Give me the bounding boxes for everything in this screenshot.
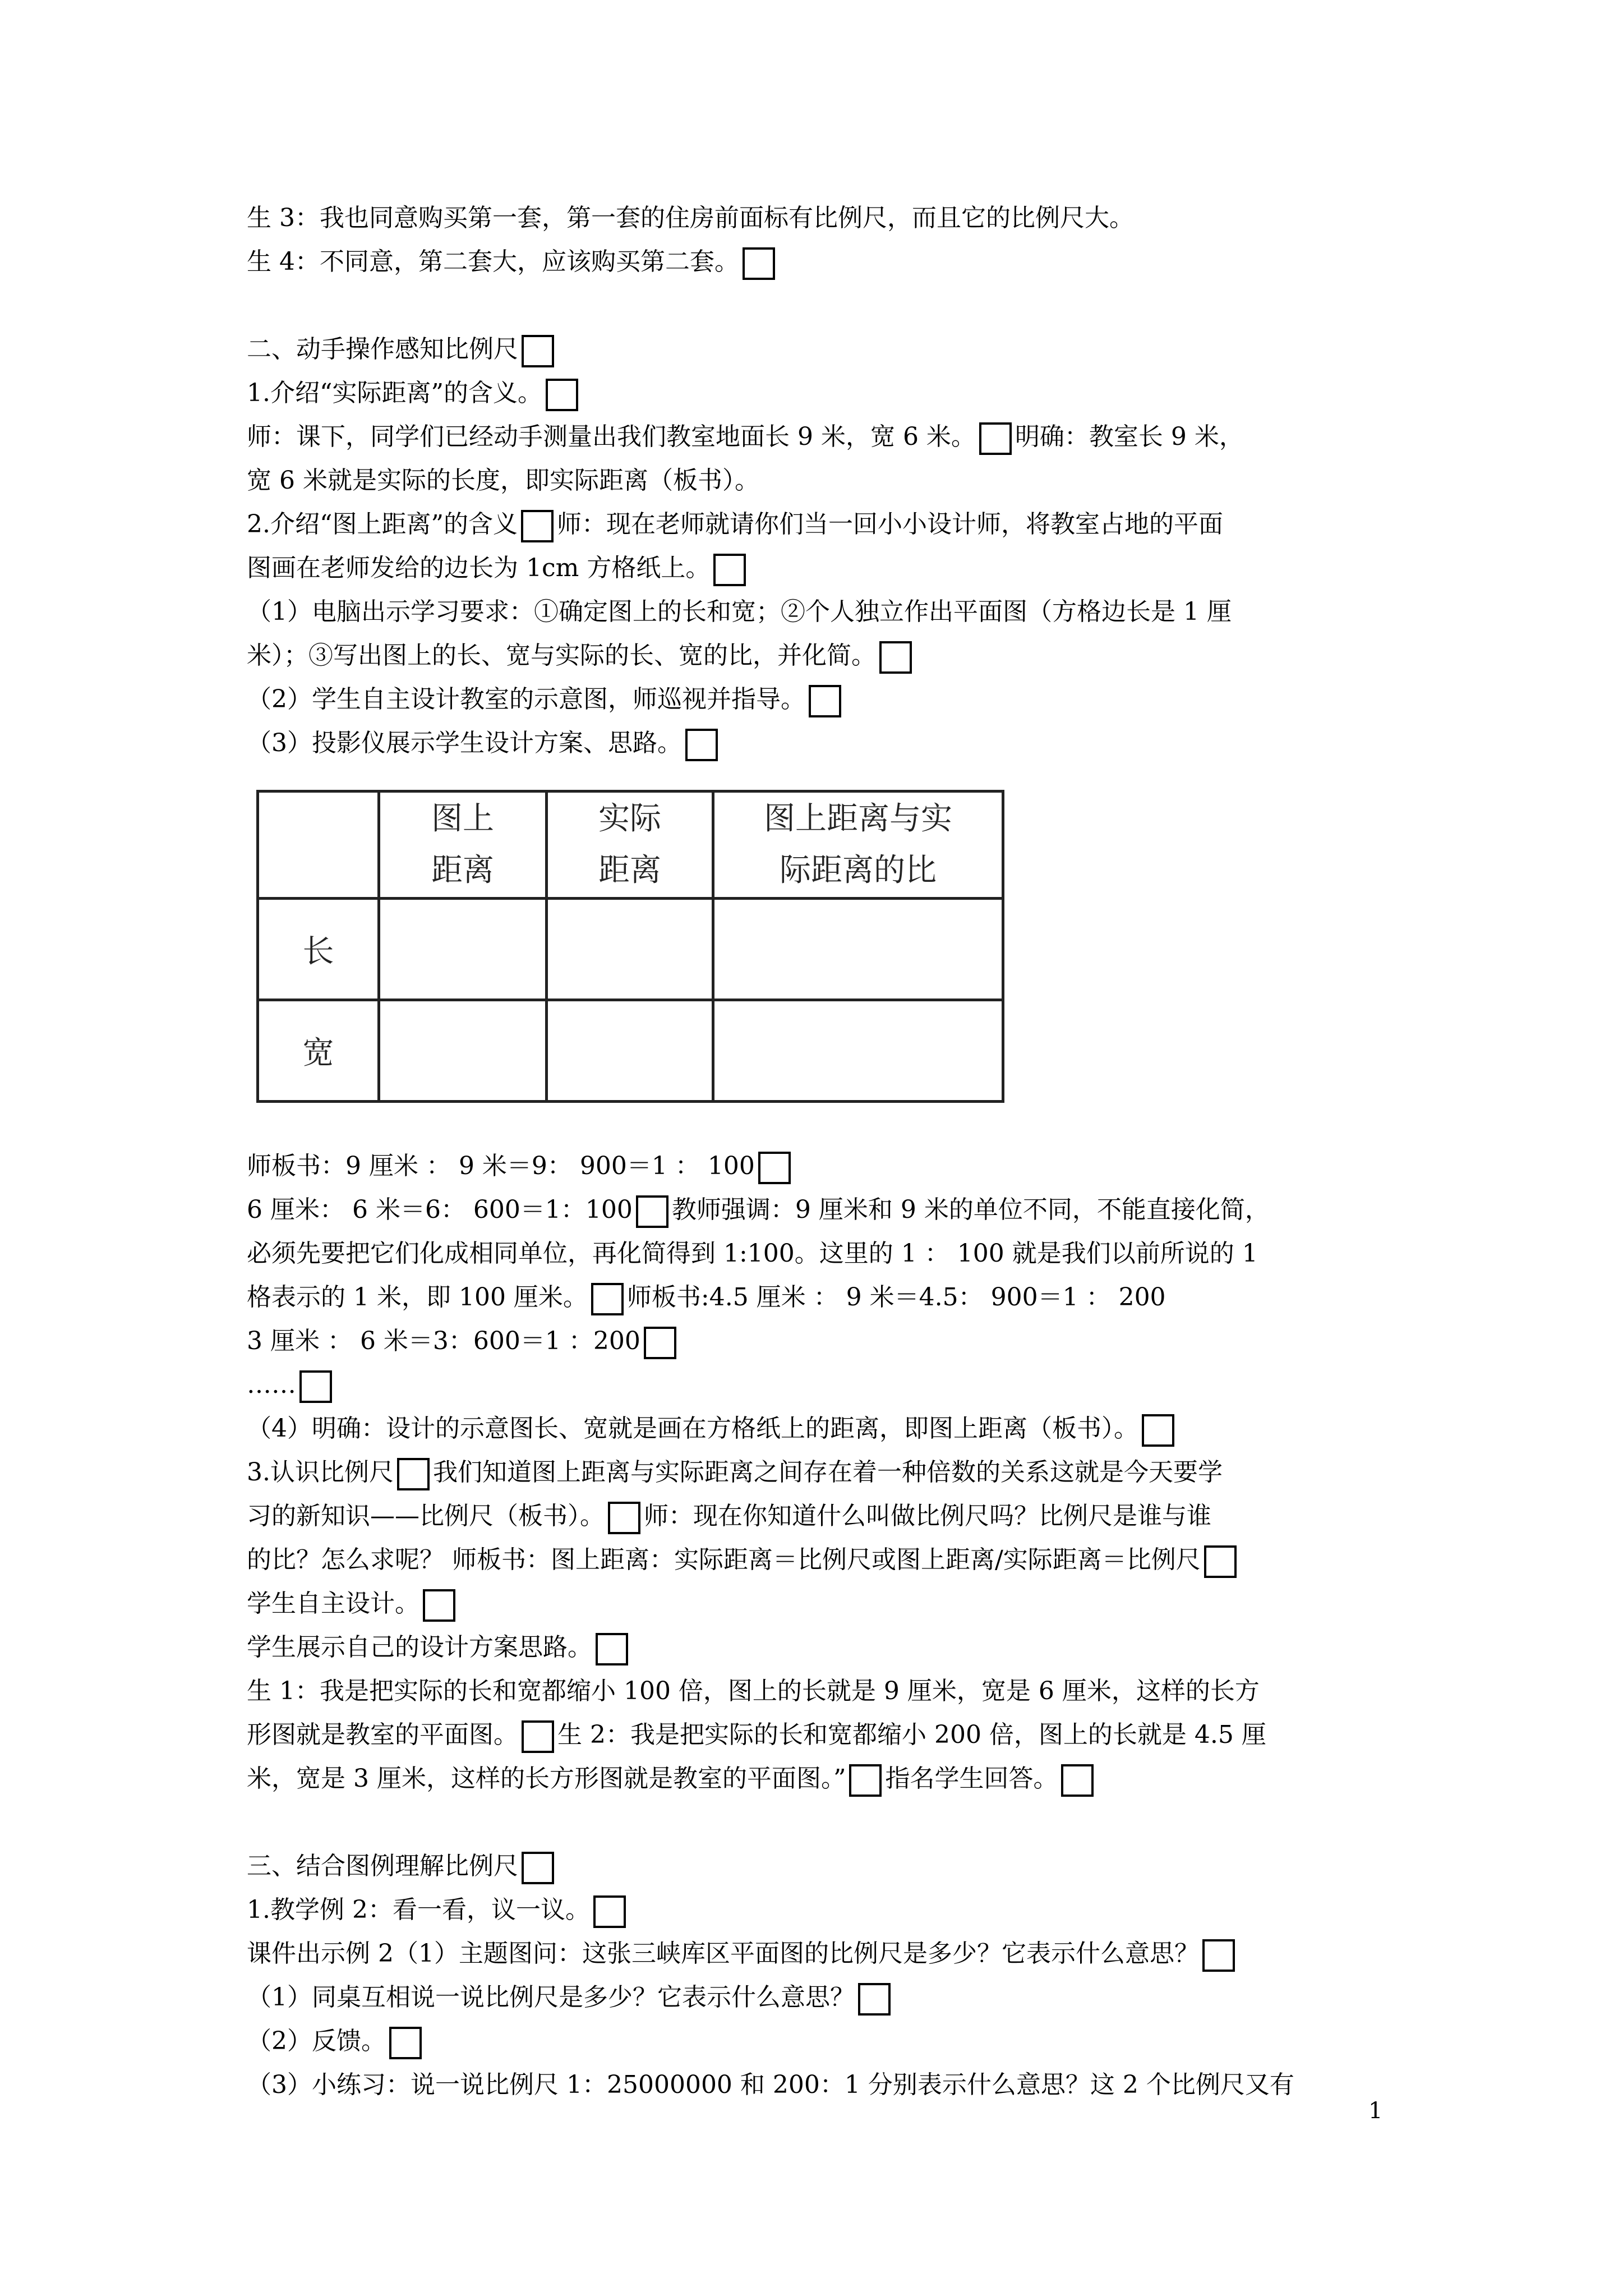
text-line: 生 3：我也同意购买第一套，第一套的住房前面标有比例尺，而且它的比例尺大。 <box>247 204 1134 232</box>
text-line: （4）明确：设计的示意图长、宽就是画在方格纸上的距离，即图上距离（板书）。 <box>247 1407 1424 1451</box>
text-line: （3）投影仪展示学生设计方案、思路。 <box>247 721 1424 765</box>
checkbox-icon <box>1204 1545 1237 1578</box>
checkbox-icon <box>849 1764 882 1797</box>
table-row <box>258 899 1003 1000</box>
checkbox-icon <box>397 1458 430 1490</box>
text-line: 师板书：9 厘米 ： 9 米＝9： 900＝1 ： 100 <box>247 1144 1424 1188</box>
text-line: 1.介绍“实际距离”的含义。 <box>247 371 1424 415</box>
table-header-cell <box>258 792 379 899</box>
checkbox-icon <box>522 335 554 367</box>
checkbox-icon <box>636 1195 668 1228</box>
checkbox-icon <box>879 641 912 674</box>
section-heading: 二、动手操作感知比例尺 <box>247 328 1424 371</box>
table-row <box>258 1000 1003 1102</box>
checkbox-icon <box>299 1370 332 1403</box>
text-line: （3）小练习：说一说比例尺 1：25000000 和 200：1 分别表示什么意思？这 2 个比例尺又有 <box>247 2070 1294 2099</box>
text-line: （2）学生自主设计教室的示意图，师巡视并指导。 <box>247 678 1424 721</box>
checkbox-icon <box>596 1633 628 1665</box>
text-line: 3.认识比例尺 我们知道图上距离与实际距离之间存在着一种倍数的关系这就是今天要学 <box>247 1451 1424 1494</box>
text-line: 学生展示自己的设计方案思路。 <box>247 1626 1424 1669</box>
text-line: 形图就是教室的平面图。 生 2：我是把实际的长和宽都缩小 200 倍，图上的长就是 4.5 厘 <box>247 1713 1424 1757</box>
text-line: 格表示的 1 米，即 100 厘米。 师板书:4.5 厘米 ： 9 米＝4.5： 900＝1 ： 200 <box>247 1276 1424 1319</box>
text-line: （2）反馈。 <box>247 2019 1424 2063</box>
row-label-width: 宽 <box>258 1000 379 1102</box>
text-line: （1）同桌互相说一说比例尺是多少？它表示什么意思？ <box>247 1976 1424 2019</box>
checkbox-icon <box>758 1152 791 1184</box>
checkbox-icon <box>1061 1764 1094 1797</box>
text-line: 学生自主设计。 <box>247 1582 1424 1626</box>
distance-table <box>256 790 1004 1103</box>
text-line: 生 4：不同意，第二套大，应该购买第二套。 <box>247 240 1424 284</box>
text-line: 必须先要把它们化成相同单位，再化简得到 1:100。这里的 1 ： 100 就是我们以前所说的 1 <box>247 1239 1258 1268</box>
text-line: 生 1：我是把实际的长和宽都缩小 100 倍，图上的长就是 9 厘米，宽是 6 厘米，这样的长方 <box>247 1677 1260 1705</box>
text-line: 图画在老师发给的边长为 1cm 方格纸上。 <box>247 546 1424 590</box>
table-cell <box>379 899 547 1000</box>
checkbox-icon <box>591 1283 624 1315</box>
checkbox-icon <box>593 1895 626 1928</box>
checkbox-icon <box>858 1983 891 2016</box>
table-header-row <box>258 792 1003 899</box>
text-line: 米，宽是 3 厘米，这样的长方形图就是教室的平面图。” 指名学生回答。 <box>247 1757 1424 1801</box>
checkbox-icon <box>979 422 1012 455</box>
table-header-cell: 图上 距离 <box>379 792 547 899</box>
table-cell <box>547 899 713 1000</box>
text-line: 3 厘米 ： 6 米＝3：600＝1 ：200 <box>247 1319 1424 1363</box>
checkbox-icon <box>743 247 775 280</box>
text-line: 习的新知识——比例尺（板书）。 师：现在你知道什么叫做比例尺吗？比例尺是谁与谁 <box>247 1494 1424 1538</box>
row-label-length: 长 <box>258 899 379 1000</box>
text-line: 的比？怎么求呢？ 师板书：图上距离：实际距离＝比例尺或图上距离/实际距离＝比例尺 <box>247 1538 1424 1582</box>
text-line: 1.教学例 2：看一看，议一议。 <box>247 1888 1424 1932</box>
checkbox-icon <box>1202 1939 1235 1972</box>
checkbox-icon <box>608 1502 640 1534</box>
table-cell <box>713 899 1003 1000</box>
checkbox-icon <box>644 1327 676 1359</box>
checkbox-icon <box>389 2027 422 2059</box>
table-cell <box>713 1000 1003 1102</box>
text-line: 师：课下，同学们已经动手测量出我们教室地面长 9 米，宽 6 米。 明确：教室长 9 米， <box>247 415 1424 459</box>
table-header-cell: 图上距离与实 际距离的比 <box>713 792 1003 899</box>
checkbox-icon <box>713 554 746 586</box>
checkbox-icon <box>809 685 841 717</box>
text-line: 6 厘米： 6 米＝6： 600＝1：100 教师强调：9 厘米和 9 米的单位不同，不能直接化简， <box>247 1188 1424 1232</box>
text-line: 课件出示例 2（1）主题图问：这张三峡库区平面图的比例尺是多少？它表示什么意思？ <box>247 1932 1424 1976</box>
checkbox-icon <box>546 379 578 411</box>
text-line: …… <box>247 1363 1424 1407</box>
checkbox-icon <box>521 510 554 542</box>
checkbox-icon <box>522 1852 554 1884</box>
table-header-cell: 实际 距离 <box>547 792 713 899</box>
text-line: 2.介绍“图上距离”的含义 师：现在老师就请你们当一回小小设计师，将教室占地的平面 <box>247 503 1424 546</box>
table-cell <box>547 1000 713 1102</box>
document-body <box>247 196 1424 2107</box>
text-line: （1）电脑出示学习要求：①确定图上的长和宽；②个人独立作出平面图（方格边长是 1 厘 <box>247 597 1232 626</box>
checkbox-icon <box>423 1589 455 1622</box>
text-line: 宽 6 米就是实际的长度，即实际距离（板书）。 <box>247 466 759 495</box>
table-cell <box>379 1000 547 1102</box>
checkbox-icon <box>522 1720 554 1753</box>
checkbox-icon <box>1142 1414 1174 1447</box>
page-number: 1 <box>1368 2098 1383 2124</box>
section-heading: 三、结合图例理解比例尺 <box>247 1844 1424 1888</box>
text-line: 米）；③写出图上的长、宽与实际的长、宽的比，并化简。 <box>247 634 1424 678</box>
checkbox-icon <box>685 729 718 761</box>
